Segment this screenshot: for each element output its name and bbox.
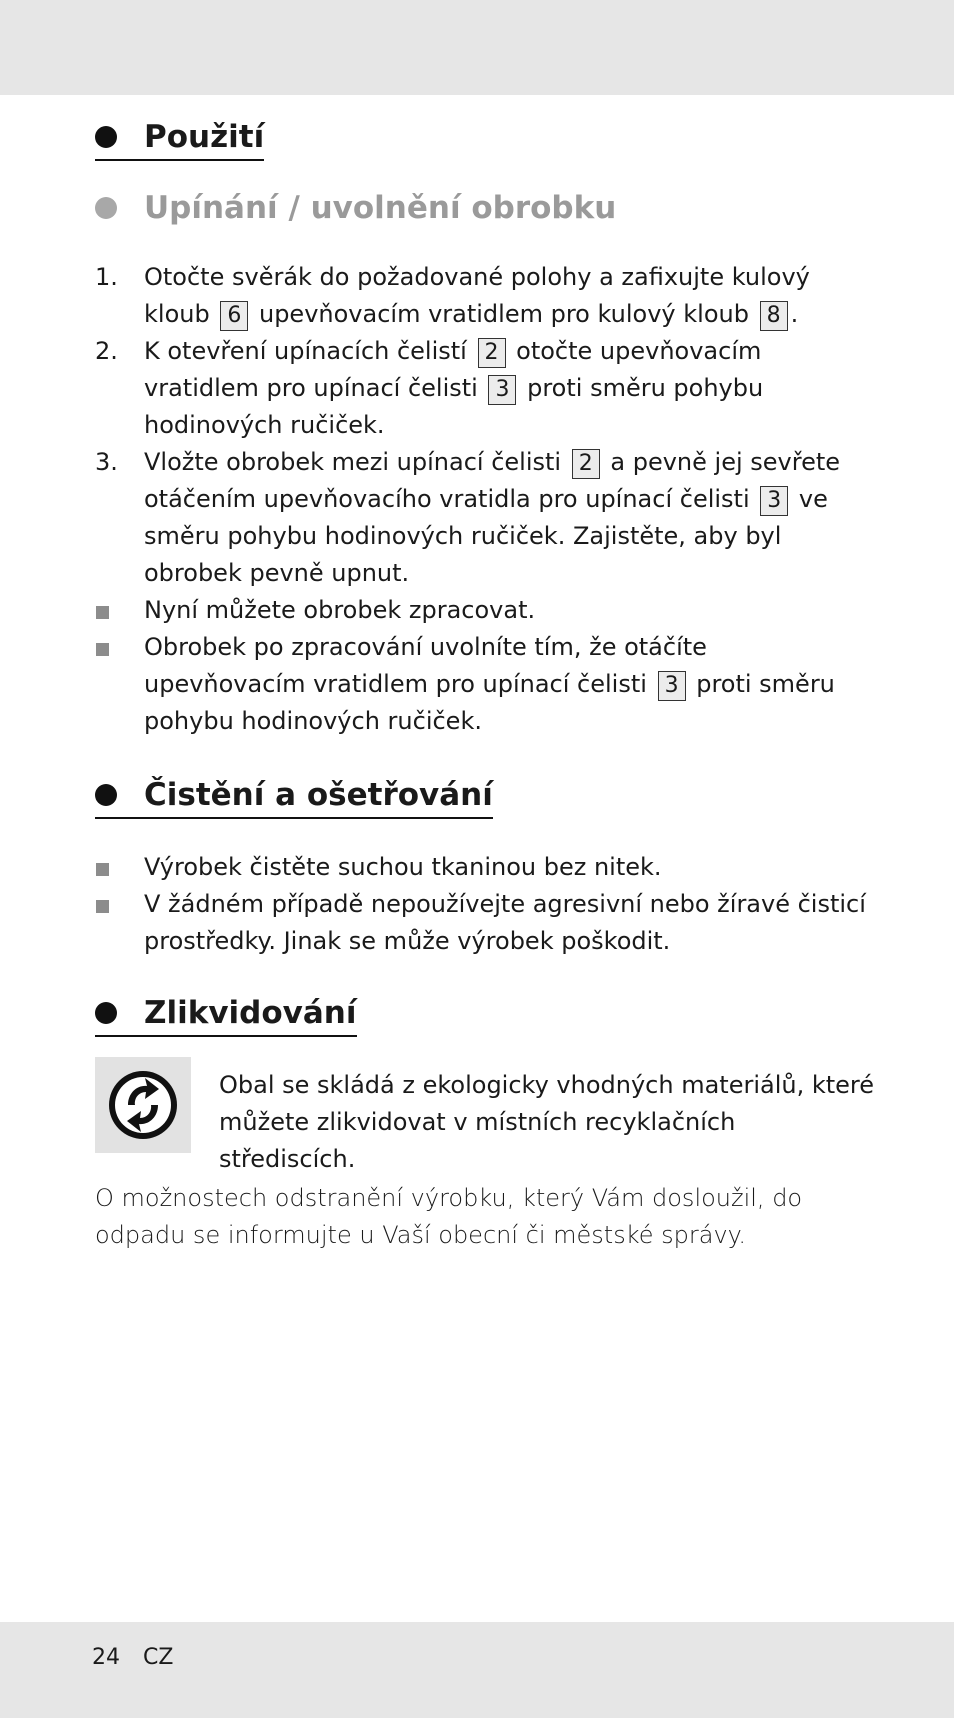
clamp-steps-list xyxy=(95,259,875,740)
bullet-dot-icon xyxy=(95,197,117,219)
part-ref-box: 3 xyxy=(760,486,788,516)
step-text: proti směru pohybu hodinových ručiček. xyxy=(144,374,764,439)
bullet-text: proti směru pohybu hodinových ručiček. xyxy=(144,670,835,735)
step-text: otočte upevňovacím vratidlem pro upínací čelisti xyxy=(144,337,762,402)
recycle-text: Obal se skládá z ekologicky vhodných materiálů, které můžete zlikvidovat v místních recyklačních střediscích. xyxy=(219,1071,875,1173)
bullet-text: V žádném případě nepoužívejte agresivní nebo žíravé čisticí prostředky. Jinak se může výrobek poškodit. xyxy=(144,890,866,955)
cleaning-list xyxy=(95,849,875,960)
bullet-text: Obrobek po zpracování uvolníte tím, že otáčíte upevňovacím vratidlem pro upínací čelisti xyxy=(144,633,707,698)
bullet-item xyxy=(95,592,875,629)
heading-clamp xyxy=(95,189,616,227)
heading-clamp-text: Upínání / uvolnění obrobku xyxy=(144,190,617,226)
step-number: 3. xyxy=(95,448,118,476)
green-dot-icon xyxy=(95,1057,191,1153)
square-bullet-icon xyxy=(96,643,109,656)
part-ref-box: 2 xyxy=(572,449,600,479)
bullet-item xyxy=(95,849,875,886)
bullet-text: Výrobek čistěte suchou tkaninou bez nitek. xyxy=(144,853,662,881)
step-text: upevňovacím vratidlem pro kulový kloub xyxy=(258,300,749,328)
bottom-margin-band xyxy=(0,1622,954,1718)
page-content xyxy=(95,95,875,1254)
bullet-dot-icon xyxy=(95,126,117,148)
step-item xyxy=(95,333,875,444)
bullet-item xyxy=(95,886,875,960)
step-item xyxy=(95,259,875,333)
step-number: 1. xyxy=(95,263,118,291)
recycle-notice xyxy=(95,1057,875,1173)
step-text: Otočte svěrák do požadované polohy a zafixujte kulový kloub xyxy=(144,263,810,328)
step-number: 2. xyxy=(95,337,118,365)
step-item xyxy=(95,444,875,592)
heading-use-text: Použití xyxy=(144,119,265,155)
heading-disposal xyxy=(95,994,357,1037)
top-margin-band xyxy=(0,0,954,95)
page-footer xyxy=(92,1645,189,1670)
part-ref-box: 3 xyxy=(658,671,686,701)
square-bullet-icon xyxy=(96,863,109,876)
step-text: a pevně jej sevřete otáčením upevňovacího vratidla pro upínací čelisti xyxy=(144,448,841,513)
step-text: Vložte obrobek mezi upínací čelisti xyxy=(144,448,562,476)
language-code: CZ xyxy=(143,1645,174,1670)
part-ref-box: 6 xyxy=(220,301,248,331)
part-ref-box: 8 xyxy=(760,301,788,331)
square-bullet-icon xyxy=(96,606,109,619)
part-ref-box: 3 xyxy=(488,375,516,405)
bullet-dot-icon xyxy=(95,784,117,806)
bullet-dot-icon xyxy=(95,1002,117,1024)
step-text: ve směru pohybu hodinových ručiček. Zajistěte, aby byl obrobek pevně upnut. xyxy=(144,485,828,587)
heading-disposal-text: Zlikvidování xyxy=(144,995,357,1031)
bullet-text: Nyní můžete obrobek zpracovat. xyxy=(144,596,536,624)
disposal-paragraph: O možnostech odstranění výrobku, který Vám dosloužil, do odpadu se informujte u Vaší obecní či městské správy. xyxy=(95,1184,803,1249)
part-ref-box: 2 xyxy=(478,338,506,368)
heading-use xyxy=(95,118,264,161)
heading-cleaning xyxy=(95,776,493,819)
step-text: K otevření upínacích čelistí xyxy=(144,337,467,365)
square-bullet-icon xyxy=(96,900,109,913)
bullet-item xyxy=(95,629,875,740)
page-number: 24 xyxy=(92,1645,120,1670)
step-text: . xyxy=(790,300,799,328)
heading-cleaning-text: Čistění a ošetřování xyxy=(144,777,493,813)
